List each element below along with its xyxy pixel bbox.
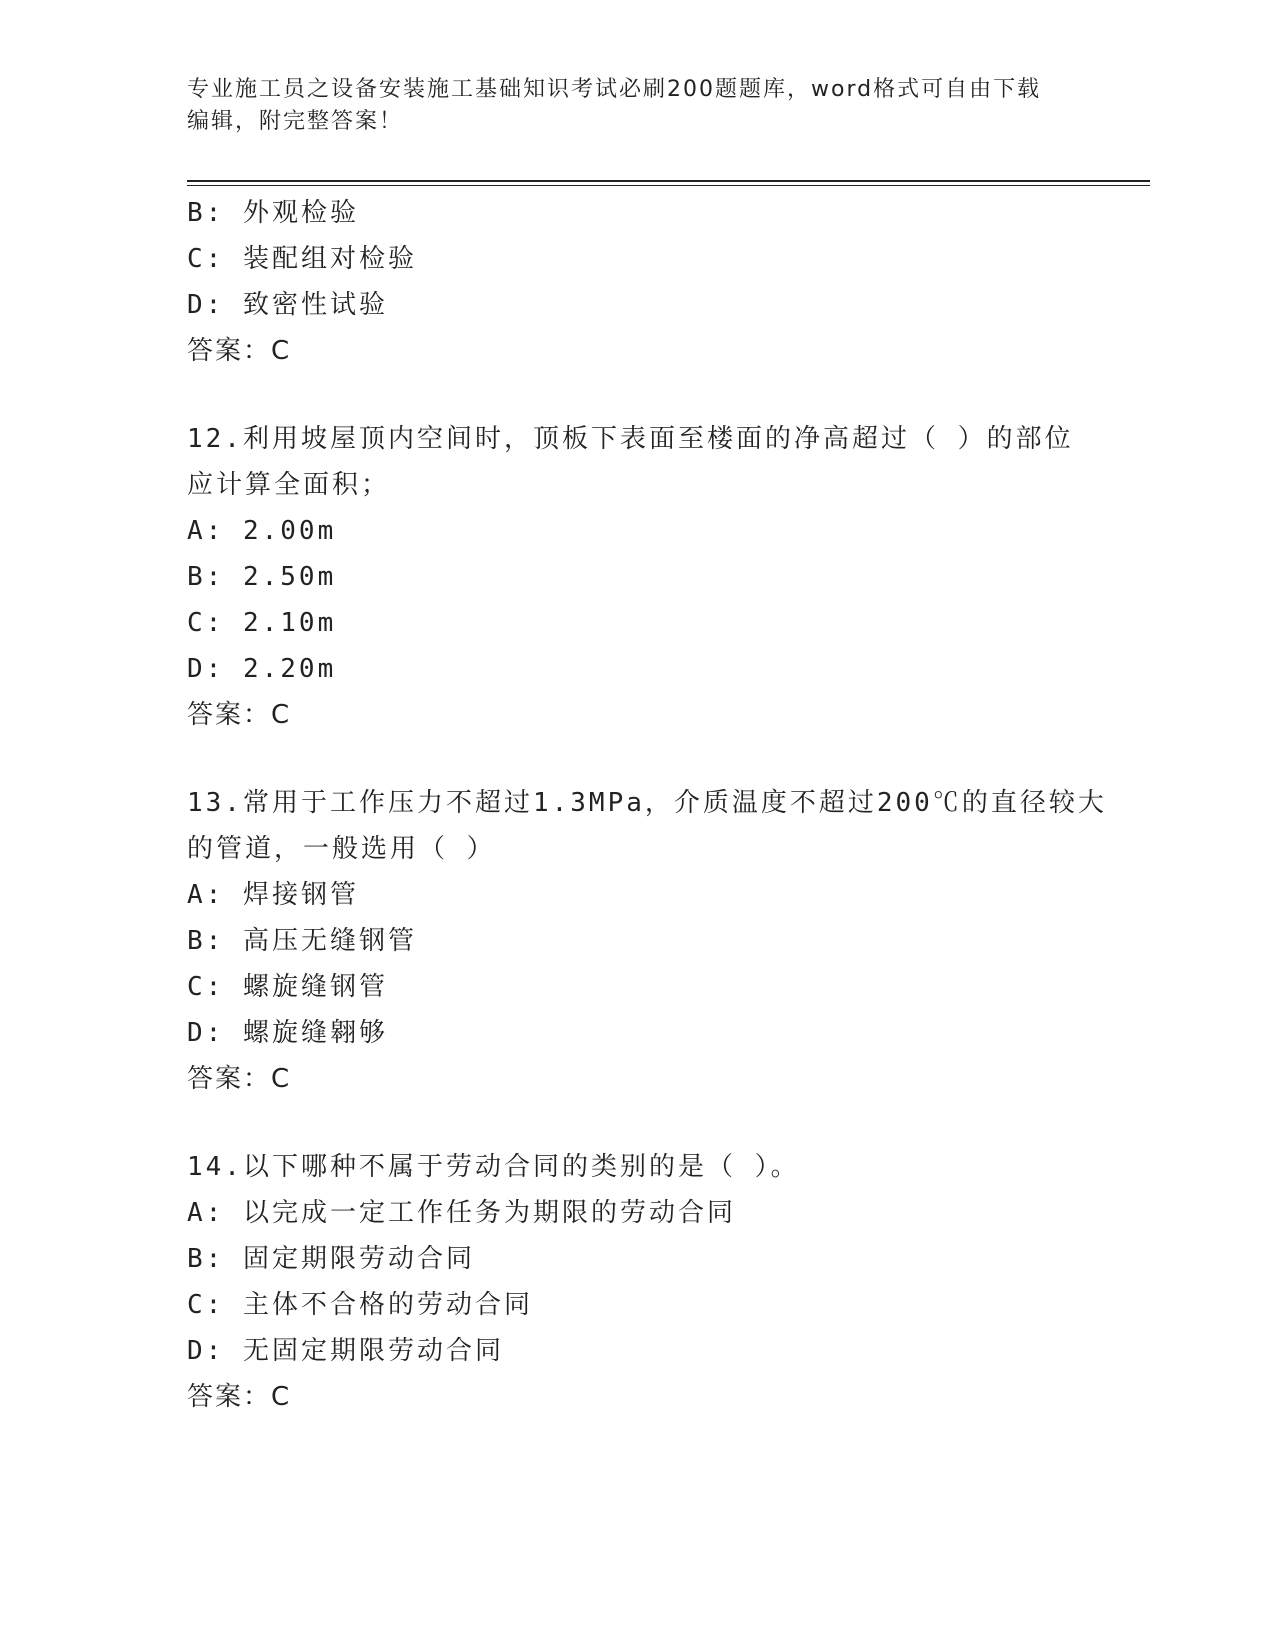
answer-line: 答案：C	[187, 1382, 292, 1412]
question-text-line2: 的管道，一般选用（ ）	[187, 834, 496, 864]
option-b: B: 固定期限劳动合同	[187, 1244, 475, 1274]
answer-line: 答案：C	[187, 1064, 292, 1094]
question-13	[187, 780, 1107, 1102]
option-d: D: 致密性试验	[187, 290, 388, 320]
option-c: C: 2.10m	[187, 608, 337, 638]
option-a: A: 焊接钢管	[187, 880, 359, 910]
question-text-line1: 13.常用于工作压力不超过1.3MPa，介质温度不超过200℃的直径较大	[187, 788, 1107, 818]
question-text-line1: 14.以下哪种不属于劳动合同的类别的是（ ）。	[187, 1152, 800, 1182]
option-c: C: 主体不合格的劳动合同	[187, 1290, 533, 1320]
header-divider-thick	[187, 180, 1150, 182]
option-a: A: 以完成一定工作任务为期限的劳动合同	[187, 1198, 736, 1228]
header-divider-thin	[187, 185, 1150, 186]
option-b: B: 2.50m	[187, 562, 337, 592]
question-14	[187, 1144, 1087, 1420]
answer-line: 答案：C	[187, 336, 292, 366]
header-title-line2: 编辑，附完整答案！	[187, 109, 404, 134]
header-title-line1: 专业施工员之设备安装施工基础知识考试必刷200题题库，word格式可自由下载	[187, 77, 1042, 102]
option-c: C: 螺旋缝钢管	[187, 972, 388, 1002]
option-d: D: 2.20m	[187, 654, 337, 684]
question-text-line2: 应计算全面积；	[187, 470, 391, 500]
question-11-continued	[187, 190, 1087, 374]
question-list	[187, 190, 1107, 1420]
option-d: D: 螺旋缝翱够	[187, 1018, 388, 1048]
option-a: A: 2.00m	[187, 516, 337, 546]
document-header	[187, 74, 1087, 138]
option-d: D: 无固定期限劳动合同	[187, 1336, 504, 1366]
option-b: B: 外观检验	[187, 198, 359, 228]
option-b: B: 高压无缝钢管	[187, 926, 417, 956]
option-c: C: 装配组对检验	[187, 244, 417, 274]
question-12	[187, 416, 1087, 738]
question-text-line1: 12.利用坡屋顶内空间时，顶板下表面至楼面的净高超过（ ）的部位	[187, 424, 1074, 454]
answer-line: 答案：C	[187, 700, 292, 730]
